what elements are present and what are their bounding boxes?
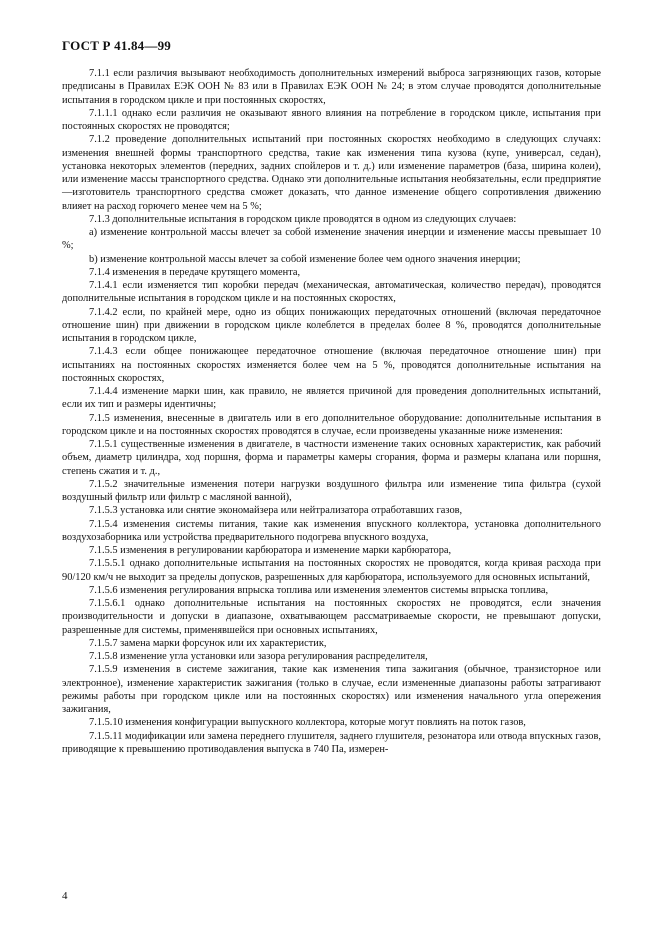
paragraph-7-1-5-6: 7.1.5.6 изменения регулирования впрыска топлива или изменения элементов системы впрыска топлива, xyxy=(89,584,549,596)
paragraph-7-1-5-11: 7.1.5.11 модификации или замена переднего глушителя, заднего глушителя, резонатора или отвода впускных газов, приводящие к превышению противодавления выпуска в 740 Па, измерен- xyxy=(62,730,601,755)
paragraph-7-1-5-6-1: 7.1.5.6.1 однако дополнительные испытания на постоянных скоростях не проводятся, если значения производительности и допуски в диапазоне, охватывающем рассматриваемые скорости, не превышают допуски, разрешенные для системы, применявшейся при основных испытаниях, xyxy=(62,598,601,636)
paragraph-7-1-5-5-1: 7.1.5.5.1 однако дополнительные испытания на постоянных скоростях не проводятся, когда кривая расхода при 90/120 км/ч не выходит за пределы допусков, разрешенных для карбюратора, используемого для основных испытаний, xyxy=(62,558,601,583)
paragraph-7-1-4-1: 7.1.4.1 если изменяется тип коробки передач (механическая, автоматическая, количество передач), проводятся дополнительные испытания в городском цикле и на постоянных скоростях, xyxy=(62,280,601,305)
paragraph-7-1-4-4: 7.1.4.4 изменение марки шин, как правило, не является причиной для проведения дополнительных испытаний, если их тип и размеры идентичны; xyxy=(62,386,601,411)
paragraph-7-1-1-1: 7.1.1.1 однако если различия не оказывают явного влияния на потребление в городском цикле, испытания при постоянных скоростях не проводятся; xyxy=(62,107,601,132)
document-code-header: ГОСТ Р 41.84—99 xyxy=(62,38,171,53)
paragraph-7-1-5-4: 7.1.5.4 изменения системы питания, такие как изменения впускного коллектора, установка дополнительного воздухозаборника или устройства предварительного подогрева впускного воздуха, xyxy=(62,518,601,543)
paragraph-7-1-4: 7.1.4 изменения в передаче крутящего момента, xyxy=(89,266,301,278)
paragraph-7-1-2: 7.1.2 проведение дополнительных испытаний при постоянных скоростях необходимо в следующих случаях: изменения внешней формы транспортного средства, такие как изменения типа кузова (купе, универсал, седан), установка некоторых элементов (передних, задних спойлеров и т. д.) или изменение параметров (база, ширина колеи), или изменение массы транспортного средства. Однако эти дополнительные испытания необязательны, если предприятие—изготовитель транспортного средства сможет доказать, что данное изменение общего сопротивления движению влияет на расход горючего менее чем на 5 %; xyxy=(62,134,601,212)
paragraph-7-1-5-9: 7.1.5.9 изменения в системе зажигания, такие как изменения типа зажигания (обычное, транзисторное или электронное), изменение характеристик зажигания (только в случае, если измененные диапазоны работы затрагивают режимы работы при городском цикле или на постоянных скоростях) или изменения начального угла опережения зажигания, xyxy=(62,664,601,715)
paragraph-7-1-5: 7.1.5 изменения, внесенные в двигатель или в его дополнительное оборудование: дополнительные испытания в городском цикле и на постоянных скоростях проводятся в случае, если произведены указанные ниже изменения: xyxy=(62,412,601,437)
page-number: 4 xyxy=(62,890,68,902)
paragraph-7-1-4-2: 7.1.4.2 если, по крайней мере, одно из общих понижающих передаточных отношений (включая передаточное отношение шин) при движении в городском цикле колеблется в пределах более 8 %, проводятся дополнительные испытания в городском цикле, xyxy=(62,306,601,344)
paragraph-7-1-5-1: 7.1.5.1 существенные изменения в двигателе, в частности изменение таких основных характеристик, как рабочий объем, диаметр цилиндра, ход поршня, форма и параметры камеры сгорания, форма и размеры клапана или поршня, степень сжатия и т. д., xyxy=(62,439,601,477)
paragraph-7-1-5-3: 7.1.5.3 установка или снятие экономайзера или нейтрализатора отработавших газов, xyxy=(89,505,463,517)
paragraph-7-1-5-7: 7.1.5.7 замена марки форсунок или их характеристик, xyxy=(89,637,327,649)
paragraph-7-1-5-5: 7.1.5.5 изменения в регулировании карбюратора и изменение марки карбюратора, xyxy=(89,545,452,556)
paragraph-7-1-1: 7.1.1 если различия вызывают необходимость дополнительных измерений выброса загрязняющих газов, которые предписаны в Правилах ЕЭК ООН № 83 или в Правилах ЕЭК ООН № 24; в этом случае проводятся дополнительные испытания в городском цикле и при постоянных скоростях, xyxy=(62,68,601,106)
paragraph-7-1-5-2: 7.1.5.2 значительные изменения потери нагрузки воздушного фильтра или изменение типа фильтра (сухой воздушный фильтр или фильтр с масляной ванной), xyxy=(62,478,601,503)
paragraph-7-1-5-8: 7.1.5.8 изменение угла установки или зазора регулирования распределителя, xyxy=(89,651,428,662)
paragraph-7-1-5-10: 7.1.5.10 изменения конфигурации выпускного коллектора, которые могут повлиять на поток газов, xyxy=(89,717,526,729)
paragraph-7-1-4-3: 7.1.4.3 если общее понижающее передаточное отношение (включая передаточное отношение шин) при испытаниях на постоянных скоростях изменяется более чем на 5 %, проводятся дополнительные испытания на постоянных скоростях, xyxy=(62,346,601,384)
document-body xyxy=(62,67,601,756)
paragraph-7-1-3: 7.1.3 дополнительные испытания в городском цикле проводятся в одном из следующих случаев: xyxy=(89,213,517,225)
paragraph-7-1-3-a: а) изменение контрольной массы влечет за собой изменение значения инерции и изменение массы превышает 10 %; xyxy=(62,227,601,252)
paragraph-7-1-3-b: b) изменение контрольной массы влечет за собой изменение более чем одного значения инерции; xyxy=(89,253,521,265)
